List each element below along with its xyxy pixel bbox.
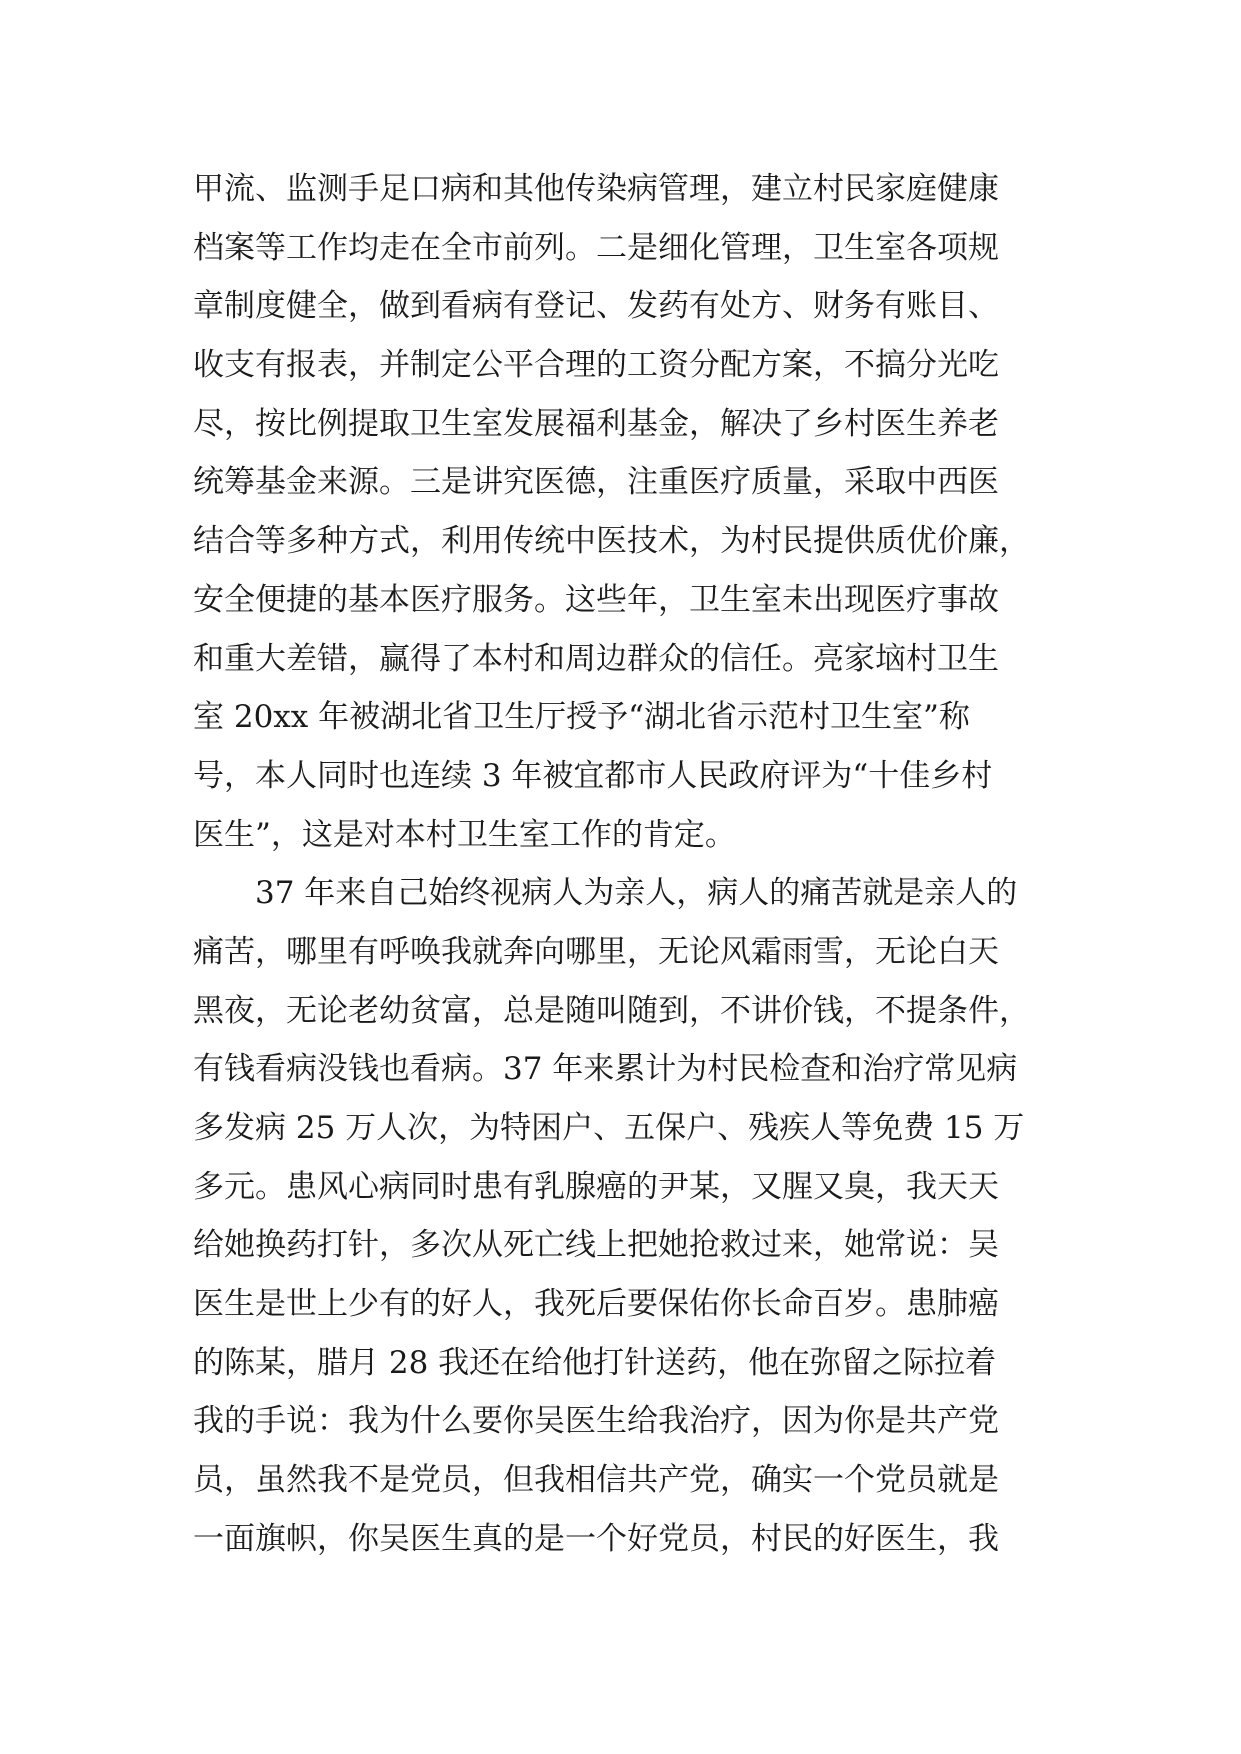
text-line: 尽，按比例提取卫生室发展福利基金，解决了乡村医生养老 xyxy=(193,405,999,442)
text-line: 我的手说：我为什么要你吴医生给我治疗，因为你是共产党 xyxy=(193,1403,999,1440)
text-line: 多元。患风心病同时患有乳腺癌的尹某，又腥又臭，我天天 xyxy=(193,1168,999,1205)
text-line: 章制度健全，做到看病有登记、发药有处方、财务有账目、 xyxy=(193,288,999,325)
text-line: 统筹基金来源。三是讲究医德，注重医疗质量，采取中西医 xyxy=(193,464,999,501)
text-line: 痛苦，哪里有呼唤我就奔向哪里，无论风霜雨雪，无论白天 xyxy=(193,933,999,970)
body-text xyxy=(193,160,1053,1569)
text-line: 一面旗帜，你吴医生真的是一个好党员，村民的好医生，我 xyxy=(193,1520,999,1557)
text-line: 黑夜，无论老幼贫富，总是随叫随到，不讲价钱，不提条件， xyxy=(193,992,1030,1029)
text-line: 档案等工作均走在全市前列。二是细化管理，卫生室各项规 xyxy=(193,229,999,266)
text-line: 有钱看病没钱也看病。37 年来累计为村民检查和治疗常见病 xyxy=(193,1051,1018,1088)
text-line: 收支有报表，并制定公平合理的工资分配方案，不搞分光吃 xyxy=(193,347,999,384)
text-line: 给她换药打针，多次从死亡线上把她抢救过来，她常说：吴 xyxy=(193,1227,999,1264)
text-line: 多发病 25 万人次，为特困户、五保户、残疾人等免费 15 万 xyxy=(193,1110,1025,1146)
text-line: 和重大差错，赢得了本村和周边群众的信任。亮家垴村卫生 xyxy=(193,640,999,677)
text-line: 员，虽然我不是党员，但我相信共产党，确实一个党员就是 xyxy=(193,1462,999,1499)
text-line: 医生是世上少有的好人，我死后要保佑你长命百岁。患肺癌 xyxy=(193,1286,999,1323)
text-line: 甲流、监测手足口病和其他传染病管理，建立村民家庭健康 xyxy=(193,171,999,207)
text-line: 号，本人同时也连续 3 年被宜都市人民政府评为“十佳乡村 xyxy=(193,757,993,794)
text-line: 医生”，这是对本村卫生室工作的肯定。 xyxy=(193,816,736,853)
text-line: 室 20xx 年被湖北省卫生厅授予“湖北省示范村卫生室”称 xyxy=(193,699,970,736)
text-line: 37 年来自己始终视病人为亲人，病人的痛苦就是亲人的 xyxy=(193,875,1018,912)
text-line: 的陈某，腊月 28 我还在给他打针送药，他在弥留之际拉着 xyxy=(193,1344,997,1381)
text-line: 安全便捷的基本医疗服务。这些年，卫生室未出现医疗事故 xyxy=(193,581,999,618)
text-line: 结合等多种方式，利用传统中医技术，为村民提供质优价廉， xyxy=(193,523,1030,560)
